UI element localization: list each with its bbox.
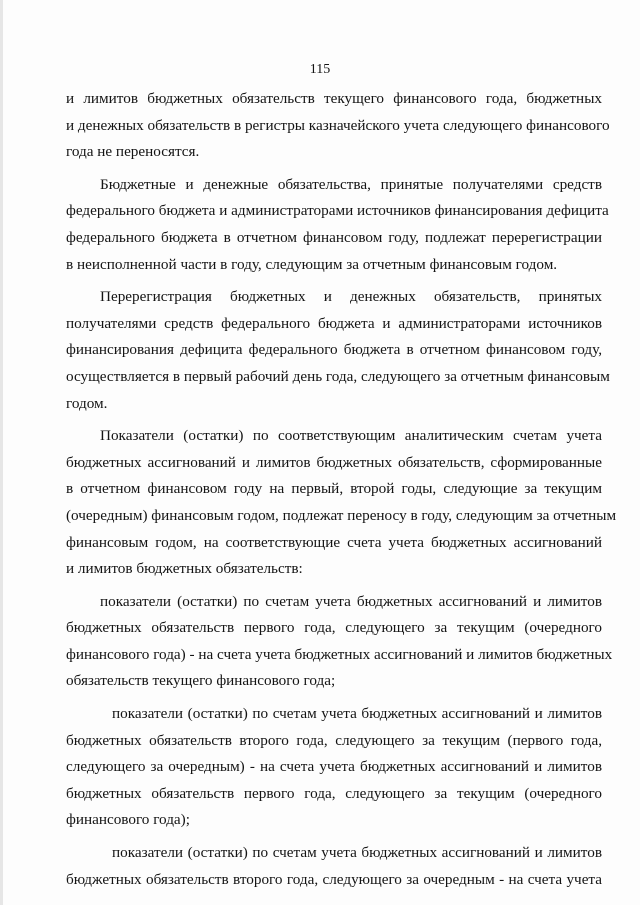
text-line: обязательств текущего финансового года;: [66, 672, 336, 690]
text-line: и денежных обязательств в регистры казначейского учета следующего финансового: [66, 116, 610, 134]
text-line: показатели (остатки) по счетам учета бюджетных ассигнований и лимитов: [112, 844, 602, 862]
text-line: Показатели (остатки) по соответствующим аналитическим счетам учета: [100, 427, 602, 445]
body-text: [66, 86, 617, 893]
page-number: 115: [309, 62, 331, 77]
text-line: (очередным) финансовым годом, подлежат переносу в году, следующим за отчетным: [66, 506, 617, 524]
text-line: финансового года) - на счета учета бюджетных ассигнований и лимитов бюджетных: [66, 645, 613, 663]
text-line: федерального бюджета в отчетном финансовом году, подлежат перерегистрации: [66, 228, 602, 246]
text-line: в неисполненной части в году, следующим за отчетным финансовым годом.: [66, 255, 558, 273]
text-line: бюджетных обязательств первого года, следующего за текущим (очередного: [66, 619, 602, 637]
text-line: финансового года);: [66, 811, 190, 829]
text-line: показатели (остатки) по счетам учета бюджетных ассигнований и лимитов: [100, 592, 602, 610]
text-line: получателями средств федерального бюджета и администраторами источников: [66, 314, 602, 332]
text-line: и лимитов бюджетных обязательств текущего финансового года, бюджетных: [66, 90, 602, 107]
text-line: бюджетных обязательств второго года, следующего за текущим (первого года,: [66, 731, 602, 749]
text-line: в отчетном финансовом году на первый, второй годы, следующие за текущим: [66, 480, 602, 498]
page-edge: [0, 0, 3, 905]
text-line: осуществляется в первый рабочий день года, следующего за отчетным финансовым: [66, 367, 610, 385]
text-line: финансовым годом, на соответствующие счета учета бюджетных ассигнований: [66, 533, 602, 551]
text-line: годом.: [66, 394, 108, 412]
text-line: бюджетных обязательств второго года, следующего за очередным - на счета учета: [66, 870, 602, 888]
text-line: следующего за очередным) - на счета учета бюджетных ассигнований и лимитов: [66, 758, 602, 776]
text-line: бюджетных ассигнований и лимитов бюджетных обязательств, сформированные: [66, 453, 602, 471]
text-line: и лимитов бюджетных обязательств:: [66, 560, 303, 578]
text-line: финансирования дефицита федерального бюджета в отчетном финансовом году,: [66, 341, 602, 359]
text-line: Перерегистрация бюджетных и денежных обязательств, принятых: [100, 288, 602, 306]
text-line: года не переносятся.: [66, 143, 200, 161]
text-line: бюджетных обязательств первого года, следующего за текущим (очередного: [66, 784, 602, 802]
text-line: федерального бюджета и администраторами источников финансирования дефицита: [66, 202, 609, 220]
text-line: Бюджетные и денежные обязательства, принятые получателями средств: [100, 175, 602, 193]
text-line: показатели (остатки) по счетам учета бюджетных ассигнований и лимитов: [112, 705, 602, 723]
